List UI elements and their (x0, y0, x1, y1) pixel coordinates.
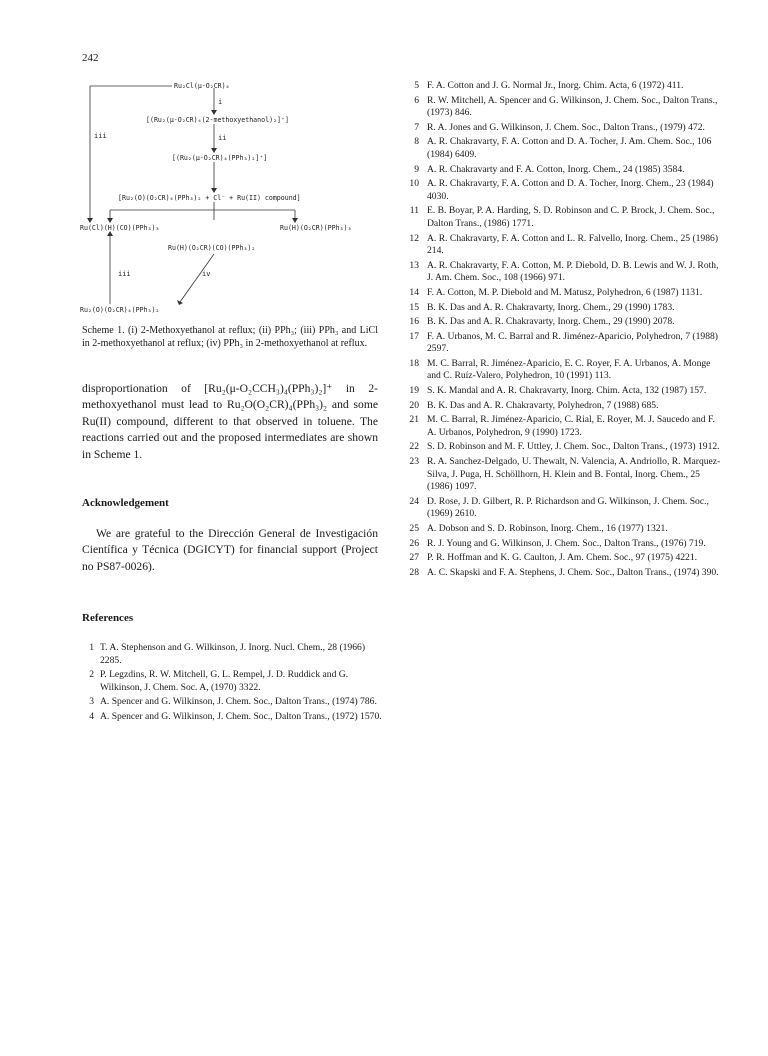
reference-item: 17 F. A. Urbanos, M. C. Barral and R. Jiménez-Aparicio, Polyhedron, 7 (1988) 2597. (409, 330, 718, 355)
reference-item: 22 S. D. Robinson and M. F. Uttley, J. Chem. Soc., Dalton Trans., (1973) 1912. (409, 441, 720, 453)
reference-item: 1 T. A. Stephenson and G. Wilkinson, J. Inorg. Nucl. Chem., 28 (1966) 2285. (89, 642, 366, 666)
scheme-product-right: Ru(H)(O₂CR)(PPh₃)₃ (280, 224, 352, 232)
scheme-label-ii: ii (218, 134, 227, 142)
acknowledgement-heading: Acknowledgement (82, 497, 169, 509)
reaction-scheme (80, 74, 380, 324)
scheme-intermediate-1: [(Ru₂(μ-O₂CR)₄(2-methoxyethanol)₂]⁺] (146, 116, 289, 124)
reference-item: 16 B. K. Das and A. R. Chakravarty, Inorg. Chem., 29 (1990) 2078. (409, 316, 675, 328)
scheme-label-iv: iv (202, 270, 211, 278)
scheme-label-iii-top: iii (94, 132, 107, 140)
reference-item: 23 R. A. Sanchez-Delgado, U. Thewalt, N. Valencia, A. Andriollo, R. Marquez-Silva, J. Puga, H. Schöllhorn, H. Klein and B. Fontal, Inorg. Chem., 25 (1986) 1097. (409, 456, 721, 493)
reference-item: 2 P. Legzdins, R. W. Mitchell, G. L. Rempel, J. D. Ruddick and G. Wilkinson, J. Chem. Soc. A, (1970) 3322. (89, 669, 349, 693)
reference-item: 3 A. Spencer and G. Wilkinson, J. Chem. Soc., Dalton Trans., (1974) 786. (89, 696, 377, 708)
scheme-product-left: Ru(Cl)(H)(CO)(PPh₃)₃ (80, 224, 160, 232)
reference-item: 18 M. C. Barral, R. Jiménez-Aparicio, E. C. Royer, F. A. Urbanos, A. Monge and C. Ruíz-Valero, Polyhedron, 10 (1991) 113. (409, 357, 711, 382)
acknowledgement-text: We are grateful to the Dirección General de Investigación Científica y Técnica (DGICYT) for financial support (Project no PS87-0026). (82, 527, 378, 573)
reference-item: 28 A. C. Skapski and F. A. Stephens, J. Chem. Soc., Dalton Trans., (1974) 390. (409, 566, 719, 578)
reference-item: 14 F. A. Cotton, M. P. Diebold and M. Matusz, Polyhedron, 6 (1987) 1131. (409, 286, 703, 298)
references-list-right (405, 80, 723, 581)
reference-item: 6 R. W. Mitchell, A. Spencer and G. Wilkinson, J. Chem. Soc., Dalton Trans., (1973) 846. (414, 94, 718, 119)
references-heading: References (82, 612, 134, 624)
scheme-product-middle: Ru(H)(O₂CR)(CO)(PPh₃)₂ (168, 244, 256, 252)
references-list-left (82, 642, 382, 726)
reference-item: 25 A. Dobson and S. D. Robinson, Inorg. Chem., 16 (1977) 1321. (409, 523, 668, 534)
reference-item: 24 D. Rose, J. D. Gilbert, R. P. Richardson and G. Wilkinson, J. Chem. Soc., (1969) 2610. (409, 495, 709, 520)
reference-item: 26 R. J. Young and G. Wilkinson, J. Chem. Soc., Dalton Trans., (1976) 719. (409, 537, 706, 549)
reference-item: 9 A. R. Chakravarty and F. A. Cotton, Inorg. Chem., 24 (1985) 3584. (414, 163, 685, 175)
page-number: 242 (82, 52, 99, 64)
scheme-label-i: i (218, 98, 223, 106)
scheme-intermediate-2: [(Ru₂(μ-O₂CR)₄(PPh₃)₂]⁺] (172, 154, 268, 162)
scheme-caption: Scheme 1. (i) 2-Methoxyethanol at reflux; (ii) PPh₃; (iii) PPh₃ and LiCl in 2-methoxyethanol at reflux; (iv) PPh₃ in 2-methoxyethanol at reflux. (82, 325, 378, 349)
reference-item: 11 E. B. Boyar, P. A. Harding, S. D. Robinson and C. P. Brock, J. Chem. Soc., Dalton Trans., (1986) 1771. (409, 205, 715, 229)
reference-item: 10 A. R. Chakravarty, F. A. Cotton and D. A. Tocher, Inorg. Chem., 23 (1984) 4030. (409, 178, 714, 202)
reference-item: 12 A. R. Chakravarty, F. A. Cotton and L. R. Falvello, Inorg. Chem., 25 (1986) 214. (409, 232, 719, 257)
body-paragraph: disproportionation of [Ru₂(μ-O₂CCH₃)₄(PPh₃)₂]⁺ in 2-methoxyethanol must lead to Ru₂O(O₂CR)₄(PPh₃)₂ and some Ru(II) compound, different to that observed in toluene. The reactions carried out and the proposed intermediates are shown in Scheme 1. (82, 382, 378, 461)
reference-item: 4 A. Spencer and G. Wilkinson, J. Chem. Soc., Dalton Trans., (1972) 1570. (89, 710, 382, 722)
reference-item: 27 P. R. Hoffman and K. G. Caulton, J. Am. Chem. Soc., 97 (1975) 4221. (409, 552, 698, 564)
scheme-product-bottom: Ru₂(O)(O₂CR)₄(PPh₃)₂ (80, 306, 160, 314)
reference-item: 5 F. A. Cotton and J. G. Normal Jr., Inorg. Chim. Acta, 6 (1972) 411. (414, 80, 684, 91)
reference-item: 19 S. K. Mandal and A. R. Chakravarty, Inorg. Chim. Acta, 132 (1987) 157. (409, 385, 707, 397)
scheme-top-compound: Ru₂Cl(μ-O₂CR)₄ (174, 82, 230, 90)
reference-item: 7 R. A. Jones and G. Wilkinson, J. Chem. Soc., Dalton Trans., (1979) 472. (414, 121, 705, 133)
reference-item: 21 M. C. Barral, R. Jiménez-Aparicio, C. Rial, E. Royer, M. J. Saucedo and F. A. Urbanos, Polyhedron, 9 (1990) 1723. (409, 414, 715, 438)
scheme-intermediate-3: [Ru₂(O)(O₂CR)₄(PPh₃)₂ + Cl⁻ + Ru(II) compound] (118, 194, 301, 202)
reference-item: 8 A. R. Chakravarty, F. A. Cotton and D. A. Tocher, J. Am. Chem. Soc., 106 (1984) 6409. (414, 136, 712, 160)
reference-item: 13 A. R. Chakravarty, F. A. Cotton, M. P. Diebold, D. B. Lewis and W. J. Roth, J. Am. Chem. Soc., 108 (1966) 971. (409, 259, 719, 284)
reference-item: 15 B. K. Das and A. R. Chakravarty, Inorg. Chem., 29 (1990) 1783. (409, 301, 675, 313)
reference-item: 20 B. K. Das and A. R. Chakravarty, Polyhedron, 7 (1988) 685. (409, 399, 659, 411)
scheme-label-iii-bottom: iii (118, 270, 131, 278)
